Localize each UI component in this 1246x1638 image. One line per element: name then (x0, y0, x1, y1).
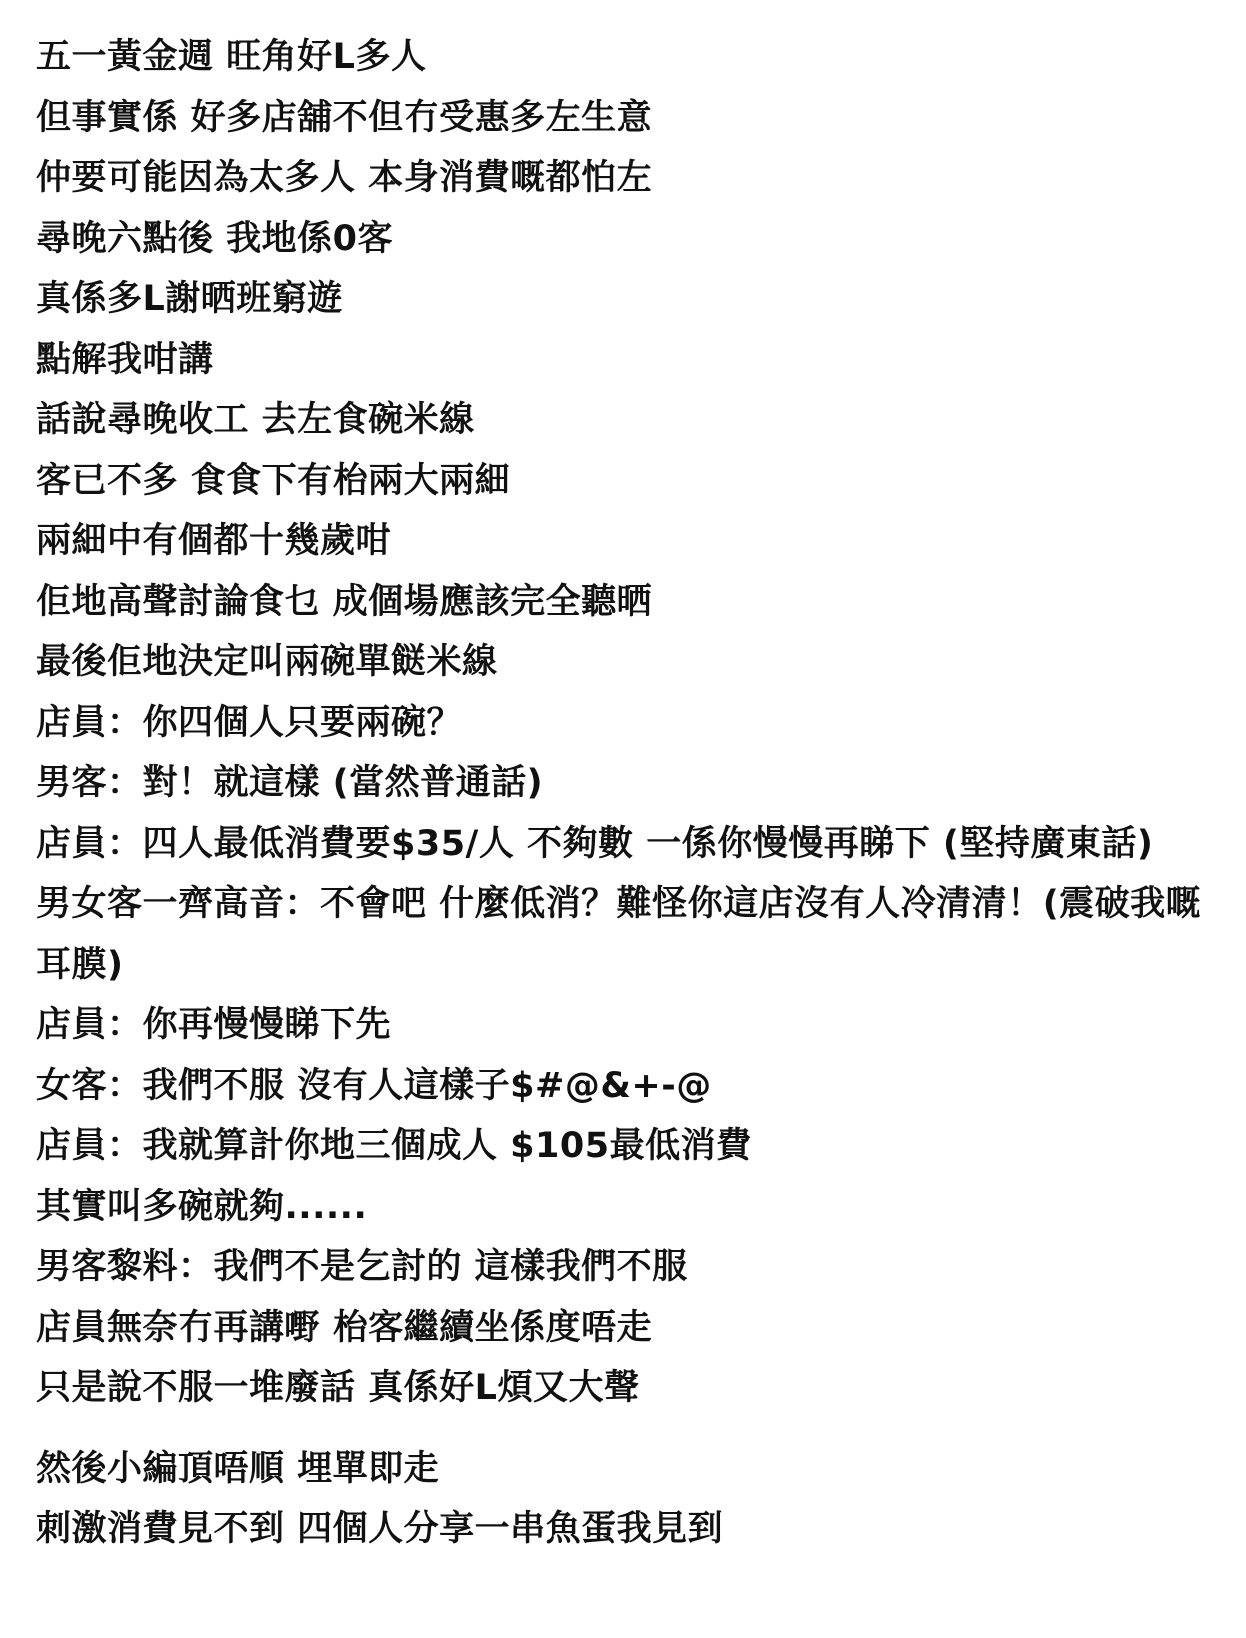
post-line: 店員無奈冇再講嘢 枱客繼續坐係度唔走 (36, 1307, 653, 1348)
post-line: 點解我咁講 (36, 339, 214, 380)
post-line: 刺激消費見不到 四個人分享一串魚蛋我見到 (36, 1509, 724, 1549)
post-line: 女客：我們不服 沒有人這樣子$#@&+-@ (36, 1065, 712, 1106)
post-line: 男客黎料：我們不是乞討的 這樣我們不服 (36, 1247, 688, 1287)
post-line: 佢地高聲討論食乜 成個場應該完全聽晒 (36, 581, 653, 622)
post-line: 最後佢地決定叫兩碗單餸米線 (36, 642, 498, 682)
post-line: 真係多L謝晒班窮遊 (36, 279, 343, 319)
post-line: 店員：我就算計你地三個成人 $105最低消費 (36, 1126, 752, 1166)
post-line: 其實叫多碗就夠...... (36, 1186, 368, 1227)
post-line: 只是說不服一堆廢話 真係好L煩又大聲 (36, 1368, 640, 1408)
post-line: 兩細中有個都十幾歲咁 (36, 521, 392, 561)
post-line: 仲要可能因為太多人 本身消費嘅都怕左 (36, 158, 653, 198)
paragraph-gap (36, 1419, 1236, 1439)
post-line: 五一黃金週 旺角好L多人 (36, 37, 427, 77)
post-line: 然後小編頂唔順 埋單即走 (36, 1448, 440, 1489)
post-body (36, 27, 1236, 1560)
post-line: 店員：四人最低消費要$35/人 不夠數 一係你慢慢再睇下 (堅持廣東話) (36, 823, 1154, 864)
post-line: 男客：對！就這樣 (當然普通話) (36, 763, 544, 803)
post-line: 店員：你再慢慢睇下先 (36, 1005, 392, 1045)
post-line: 但事實係 好多店舖不但冇受惠多左生意 (36, 97, 653, 138)
post-line: 男女客一齊高音：不會吧 什麼低消？難怪你這店沒有人冷清清！(震破我嘅耳膜) (36, 884, 1202, 985)
post-line: 話說尋晚收工 去左食碗米線 (36, 400, 475, 440)
post-line: 店員：你四個人只要兩碗？ (36, 702, 463, 743)
post-line: 尋晚六點後 我地係0客 (36, 218, 394, 259)
post-line: 客已不多 食食下有枱兩大兩細 (36, 460, 511, 501)
